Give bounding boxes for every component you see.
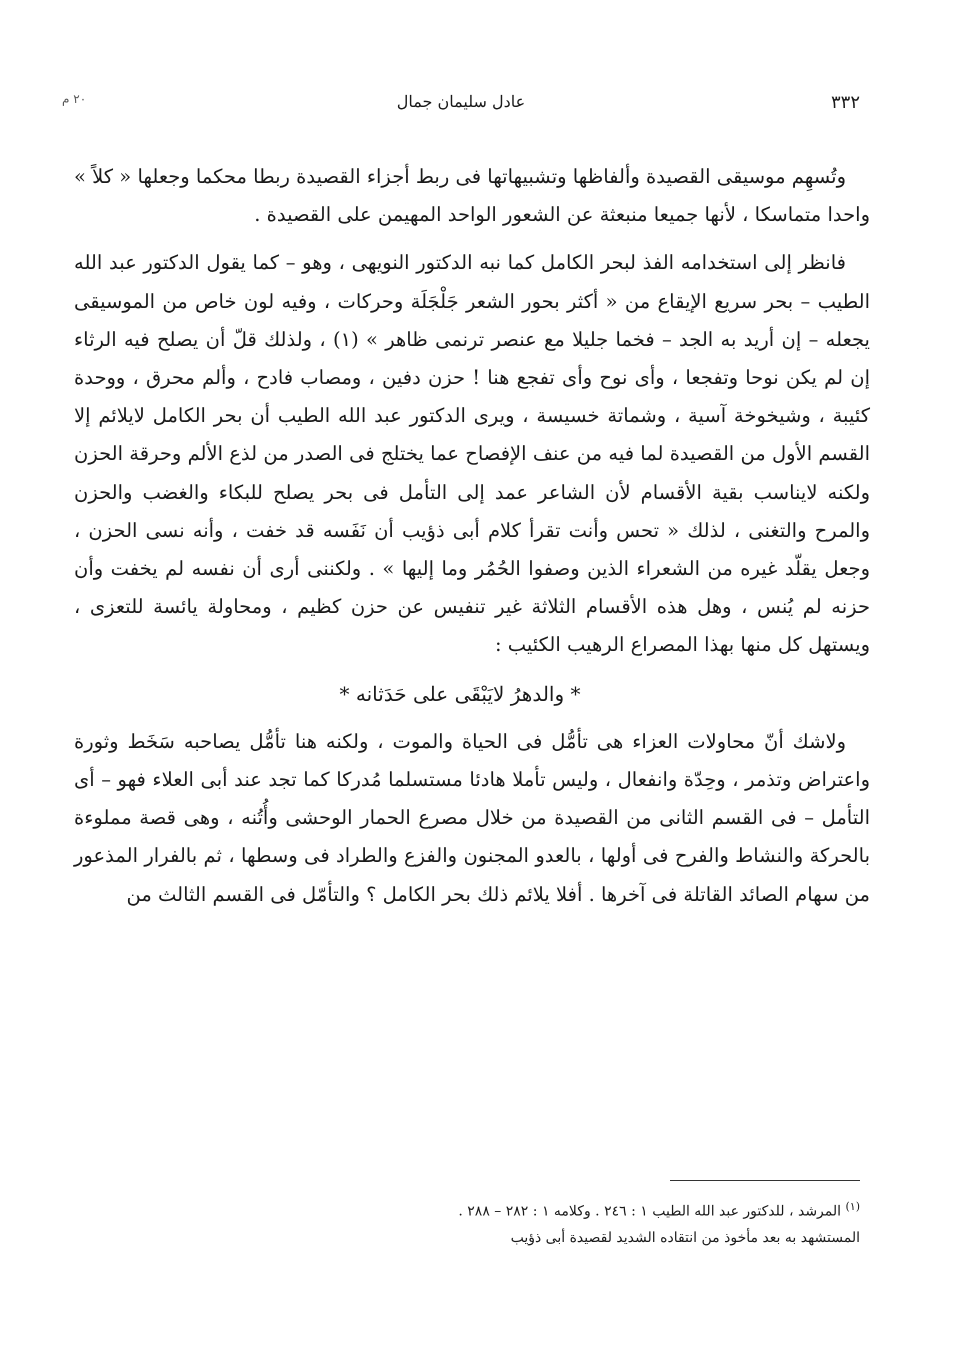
footnote-marker: (١) xyxy=(845,1200,860,1213)
footnote-line-1: المرشد ، للدكتور عبد الله الطيب ١ : ٢٤٦ . وكلامه ١ : ٢٨٢ – ٢٨٨ . xyxy=(458,1203,842,1220)
running-head: عادل سليمان جمال xyxy=(396,92,526,111)
body-text xyxy=(74,158,870,914)
page-marker: ٢٠ م xyxy=(62,92,87,106)
page-header xyxy=(62,92,860,116)
page-number: ٣٣٢ xyxy=(830,92,860,113)
footnote-divider xyxy=(670,1180,860,1181)
paragraph-3: ولاشك أنّ محاولات العزاء هى تأمُّل فى الحياة والموت ، ولكنه هنا تأمُّل يصاحبه سَخَط وثورة واعتراض وتذمر ، وحِدّة وانفعال ، وليس تأملا هادئا مستسلما مُدركا كما تجد عند أبى العلاء فهو – أى التأمل – فى القسم الثانى من القصيدة من خلال مصرع الحمار الوحشى وأُتُنه ، وهى قصة مملوءة بالحركة والنشاط والفرح فى أولها ، بالعدو المجنون والفزع والطراد فى وسطها ، ثم بالفرار المذعور من سهام الصائد القاتلة فى آخرها . أفلا يلائم ذلك بحر الكامل ؟ والتأمّل فى القسم الثالث من xyxy=(74,729,870,906)
verse-line: * والدهرُ لايَبْقَى على حَدَثانه * xyxy=(339,681,581,706)
paragraph-1: وتُسهِم موسيقى القصيدة وألفاظها وتشبيهاتها فى ربط أجزاء القصيدة ربطا محكما وجعلها « كلاً » واحدا متماسكا ، لأنها جميعا منبعثة عن الشعور الواحد المهيمن على القصيدة . xyxy=(74,165,870,227)
footnote-line-2: المستشهد به بعد مأخوذ من انتقاده الشديد لقصيدة أبى ذؤيب xyxy=(510,1229,860,1246)
paragraph-2: فانظر إلى استخدامه الفذ لبحر الكامل كما نبه الدكتور النويهى ، وهو – كما يقول الدكتور عبد الله الطيب – بحر سريع الإيقاع من « أكثر بحور الشعر جَلْجَلَة وحركات ، وفيه لون خاص من الموسيقى يجعله – إن أريد به الجد – فخما جليلا مع عنصر ترنمى ظاهر » (١) ، ولذلك قلّ أن يصلح فيه الرثاء إن لم يكن نوحا وتفجعا ، وأى نوح وأى تفجع هنا ! حزن دفين ، ومصاب فادح ، وألم محرق ، ووحدة كئيبة ، وشيخوخة آسية ، وشماتة خسيسة ، ويرى الدكتور عبد الله الطيب أن بحر الكامل لايلائم إلا القسم الأول من القصيدة لما فيه من عنف الإفصاح عما يختلج فى الصدر من لذع الألم وحرقة الحزن ولكنه لايناسب بقية الأقسام لأن الشاعر عمد إلى التأمل فى بحر يصلح للبكاء والغضب والحزن والمرح والتغنى ، لذلك « تحس وأنت تقرأ كلام أبى ذؤيب أن نَفَسه قد خفت ، وأنه نسى الحزن ، وجعل يقلّد غيره من الشعراء الذين وصفوا الحُمُر وما إليها » . ولكننى أرى أن نفسه لم يخفت وأن حزنه لم يُنس ، وهل هذه الأقسام الثلاثة غير تنفيس عن حزن كظيم ، ومحاولة يائسة للتعزى ، ويستهل كل منها بهذا المصراع الرهيب الكئيب : xyxy=(74,251,870,657)
footnotes xyxy=(300,1194,860,1251)
footnote-1 xyxy=(300,1194,860,1225)
